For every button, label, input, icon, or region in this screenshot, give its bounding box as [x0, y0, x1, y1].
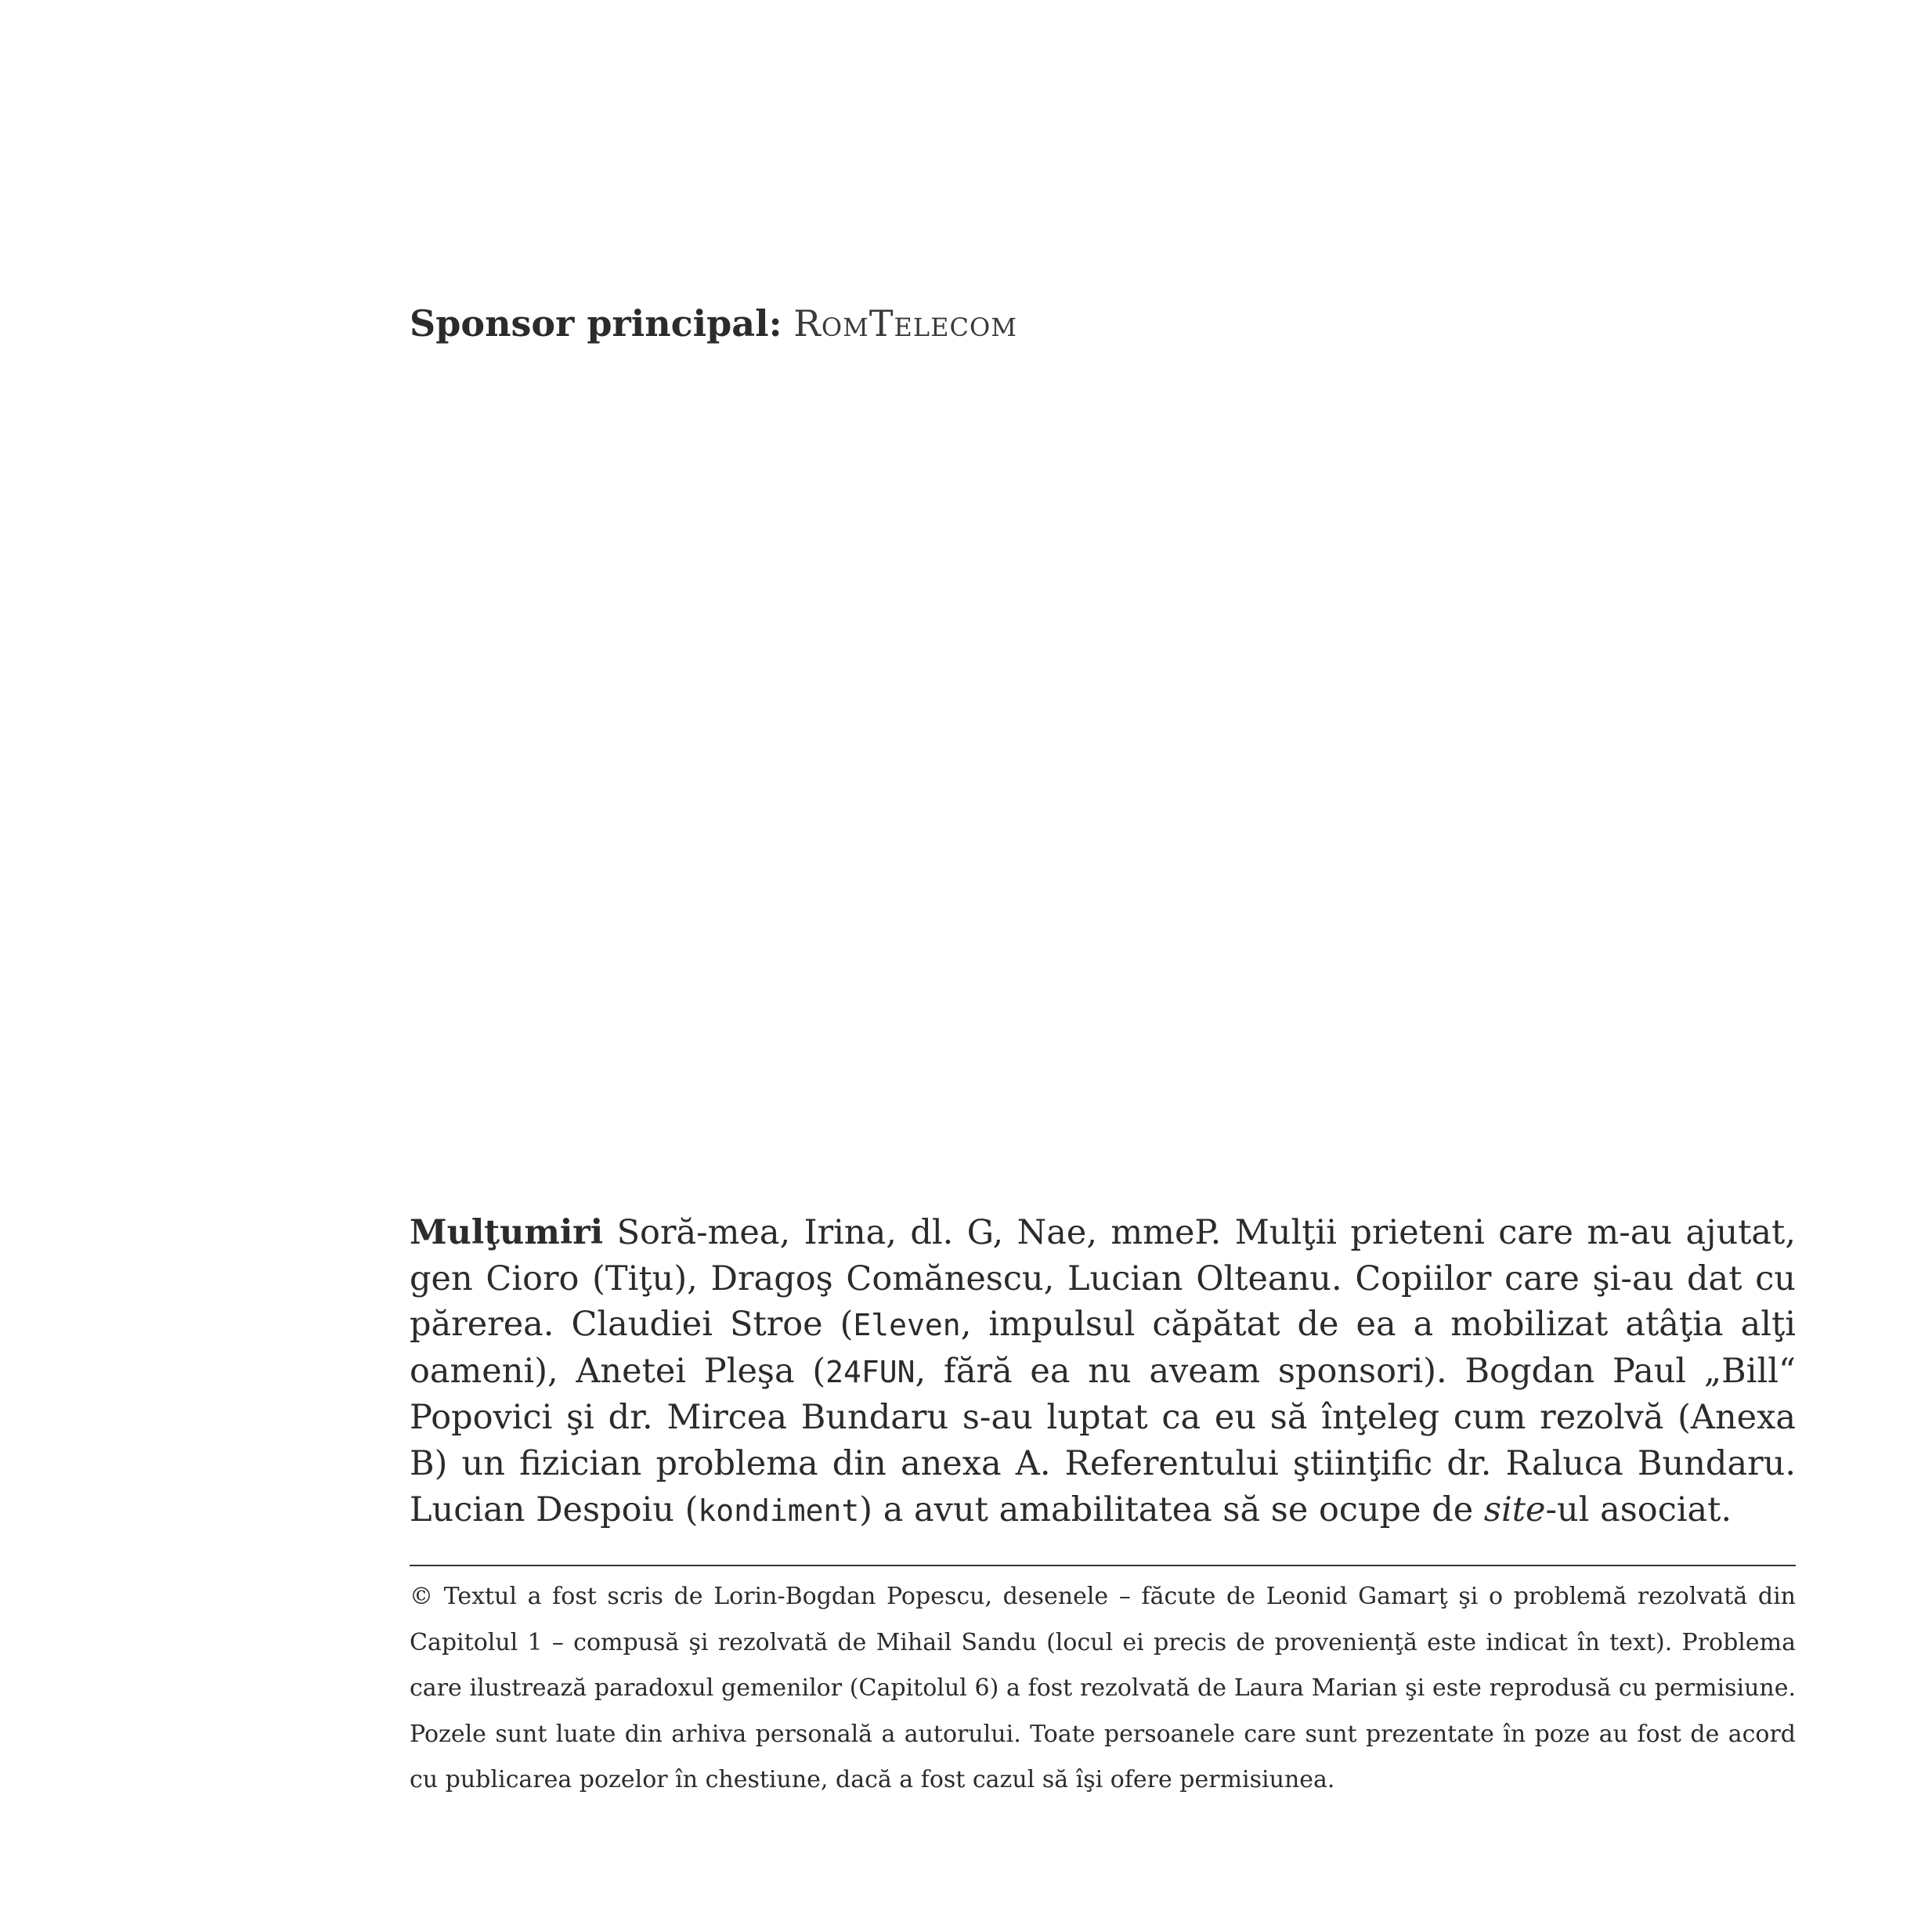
- acknowledgements-text: -ul asociat.: [1545, 1490, 1732, 1529]
- acknowledgements-heading: Mulţumiri: [410, 1213, 604, 1252]
- sponsor-line: [410, 300, 1017, 347]
- footnote-divider: [410, 1565, 1796, 1566]
- acknowledgements-text: Soră-mea, Irina, dl. G, Nae, mmeP. Mulţii prieteni care m-au ajutat, gen Cioro (Tiţu), Dragoş Comănescu, Lucian Olteanu. Copiilor care şi-au dat cu părerea. Claudiei Stroe (: [410, 1213, 1797, 1345]
- sponsor-name: RomTelecom: [793, 302, 1017, 345]
- project-name-eleven: Eleven: [853, 1308, 961, 1343]
- project-name-kondiment: kondiment: [698, 1493, 860, 1528]
- project-name-24fun: 24FUN: [825, 1354, 915, 1389]
- acknowledgements-text: ) a avut amabilitatea să se ocupe de: [859, 1490, 1484, 1529]
- site-italic: site: [1483, 1490, 1546, 1529]
- acknowledgements-paragraph: [410, 1210, 1796, 1533]
- sponsor-label: Sponsor principal:: [410, 302, 782, 345]
- copyright-note: © Textul a fost scris de Lorin-Bogdan Popescu, desenele – făcute de Leonid Gamarţ şi o problemă rezolvată din Capitolul 1 – compusă şi rezolvată de Mihail Sandu (locul ei precis de provenienţă este indicat în text). Problema care ilustrează paradoxul gemenilor (Capitolul 6) a fost rezolvată de Laura Marian şi este reprodusă cu permisiune. Pozele sunt luate din arhiva personală a autorului. Toate persoanele care sunt prezentate în poze au fost de acord cu publicarea pozelor în chestiune, dacă a fost cazul să îşi ofere permisiunea.: [410, 1583, 1796, 1793]
- acknowledgements-text: , impulsul căpătat de ea a mobilizat atâţia alţi oameni), Anetei Pleşa (: [410, 1305, 1797, 1391]
- acknowledgements-text: , fără ea nu aveam sponsori). Bogdan Paul „Bill“ Popovici şi dr. Mircea Bundaru s-au luptat ca eu să înţeleg cum rezolvă (Anexa B) un fizician problema din anexa A. Referentului ştiinţific dr. Raluca Bundaru. Lucian Despoiu (: [410, 1351, 1796, 1529]
